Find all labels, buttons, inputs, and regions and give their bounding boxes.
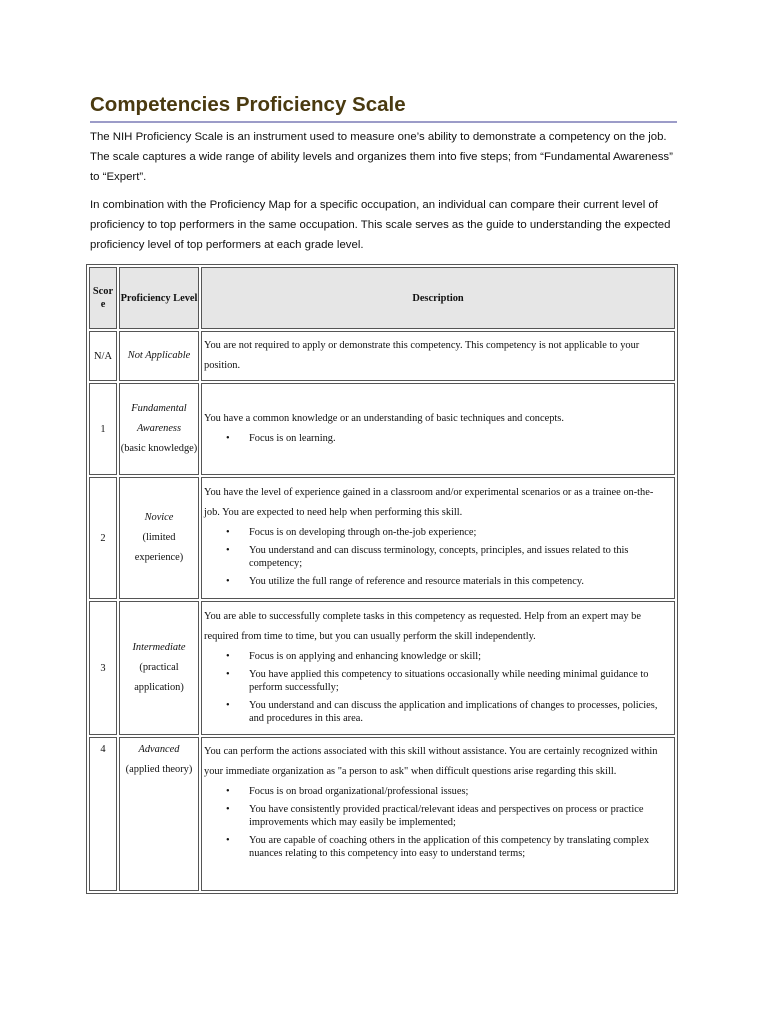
level-name: Intermediate — [132, 642, 186, 653]
row-description — [201, 331, 675, 381]
row-level — [119, 477, 199, 599]
row-score: 3 — [89, 601, 117, 735]
table-row — [89, 383, 675, 475]
row-score: 4 — [89, 737, 117, 891]
table-row — [89, 601, 675, 735]
bullet-list — [204, 526, 668, 588]
bullet-item: • You are capable of coaching others in the application of this competency by translating complex nuances relating to this competency into easy to understand terms; — [204, 834, 668, 860]
row-score: 2 — [89, 477, 117, 599]
header-proficiency-level: Proficiency Level — [119, 267, 199, 329]
page-title: Competencies Proficiency Scale — [90, 93, 406, 116]
row-description — [201, 737, 675, 891]
table-row — [89, 737, 675, 891]
row-description — [201, 601, 675, 735]
row-description — [201, 383, 675, 475]
table-row — [89, 477, 675, 599]
level-note: (limited experience) — [134, 532, 184, 563]
level-note: (applied theory) — [125, 764, 193, 775]
bullet-item: • You utilize the full range of reference and resource materials in this competency. — [204, 575, 668, 588]
header-description: Description — [201, 267, 675, 329]
level-note: (practical application) — [134, 662, 184, 693]
description-text: You have a common knowledge or an understanding of basic techniques and concepts. — [204, 412, 564, 424]
row-score: N/A — [89, 331, 117, 381]
row-level — [119, 601, 199, 735]
row-level — [119, 331, 199, 381]
bullet-item: • You have applied this competency to situations occasionally while needing minimal guidance to perform successfully; — [204, 668, 668, 694]
row-level — [119, 383, 199, 475]
description-text: You are not required to apply or demonstrate this competency. This competency is not applicable to your position. — [204, 340, 640, 371]
intro-paragraph-1: The NIH Proficiency Scale is an instrument used to measure one’s ability to demonstrate a competency on the job. The scale captures a wide range of ability levels and organizes them into five steps; from “Fundamental Awareness” to “Expert”. — [90, 131, 673, 183]
proficiency-table — [86, 264, 678, 894]
bullet-item: • Focus is on learning. — [204, 432, 668, 445]
intro-paragraph-2: In combination with the Proficiency Map for a specific occupation, an individual can compare their current level of proficiency to top performers in the same occupation. This scale serves as the guide to understanding the expected proficiency level of top performers at each grade level. — [90, 199, 671, 251]
header-score: Scor e — [89, 267, 117, 329]
description-text: You can perform the actions associated with this skill without assistance. You are certainly recognized within your immediate organization as "a person to ask" when difficult questions arise regarding this skill. — [204, 746, 658, 777]
bullet-item: • Focus is on applying and enhancing knowledge or skill; — [204, 650, 668, 663]
table-header-row — [89, 267, 675, 329]
bullet-item: • Focus is on broad organizational/professional issues; — [204, 785, 668, 798]
level-name: Advanced — [138, 744, 180, 755]
description-text: You have the level of experience gained in a classroom and/or experimental scenarios or as a trainee on-the-job. You are expected to need help when performing this skill. — [204, 487, 654, 518]
level-name: Not Applicable — [127, 350, 191, 361]
bullet-list — [204, 650, 668, 725]
bullet-item: • You understand and can discuss the application and implications of changes to processes, policies, and procedures in this area. — [204, 699, 668, 725]
bullet-list — [204, 432, 668, 445]
bullet-list — [204, 785, 668, 860]
description-text: You are able to successfully complete tasks in this competency as requested. Help from an expert may be required from time to time, but you can usually perform the skill independently. — [204, 610, 641, 642]
bullet-item: • Focus is on developing through on-the-job experience; — [204, 526, 668, 539]
level-name: Novice — [144, 512, 174, 523]
row-description — [201, 477, 675, 599]
title-underline — [90, 121, 677, 123]
row-score: 1 — [89, 383, 117, 475]
level-name: Fundamental Awareness — [131, 403, 187, 434]
row-level — [119, 737, 199, 891]
level-note: (basic knowledge) — [120, 443, 198, 454]
table-row — [89, 331, 675, 381]
bullet-item: • You understand and can discuss terminology, concepts, principles, and issues related to this competency; — [204, 544, 668, 570]
bullet-item: • You have consistently provided practical/relevant ideas and perspectives on process or practice improvements which may easily be implemented; — [204, 803, 668, 829]
